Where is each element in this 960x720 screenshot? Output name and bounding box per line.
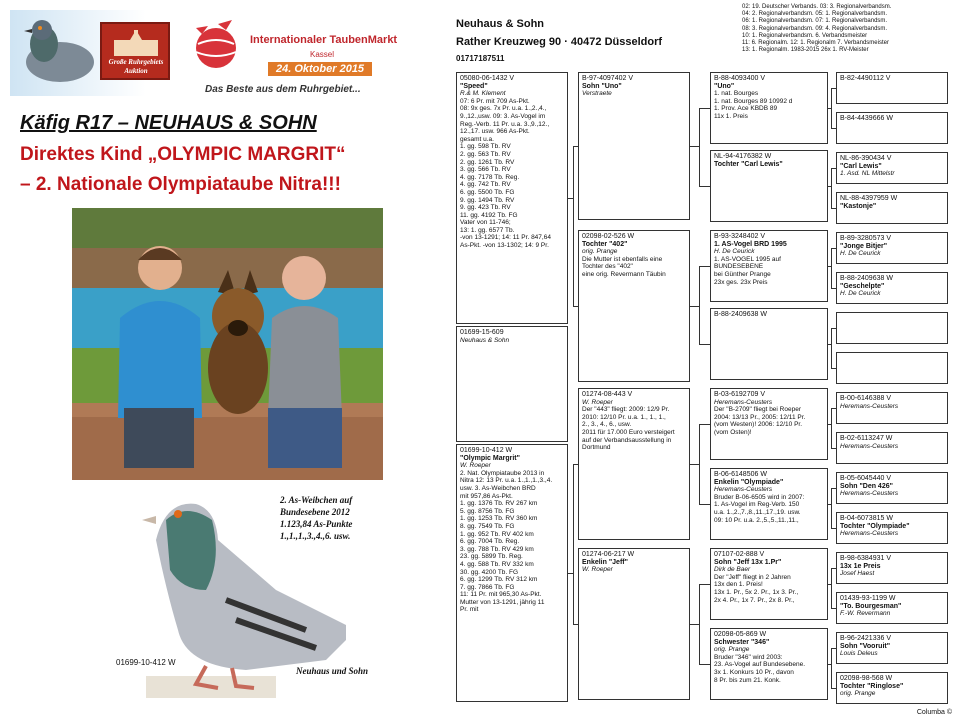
pedigree-connector — [699, 424, 710, 425]
great-grandparent-box — [710, 150, 828, 222]
pedigree-owner-address: Rather Kreuzweg 90 · 40472 Düsseldorf — [456, 36, 663, 48]
pedigree-note-line: 2. gg. 1261 Tb. RV — [460, 158, 515, 166]
pedigree-ring: 01439-93-1199 W — [840, 595, 896, 602]
achievement-line: Bundesebene 2012 — [280, 507, 350, 517]
pedigree-connector — [831, 648, 836, 649]
pedigree-name: "Geschelpte" — [840, 282, 885, 290]
pedigree-ring: 01699-15-609 — [460, 329, 504, 336]
pedigree-connector — [573, 146, 578, 147]
regional-line: 04: 2. Regionalverbandsm. 05: 1. Regionalverbandsm. — [742, 11, 888, 18]
pedigree-note-line: 1. nat. Bourges 89 10992 d — [714, 97, 793, 105]
great-great-grandparent-box — [836, 192, 948, 224]
regional-results — [742, 4, 954, 54]
pedigree-note-line: 12.,17. usw. 966 As-Pkt. — [460, 128, 530, 136]
pedigree-connector — [690, 306, 699, 307]
pedigree-note-line: 23x ges. 23x Preis — [714, 278, 768, 286]
pedigree-note-line: Bruder B-06-6505 wird in 2007: — [714, 493, 805, 501]
pedigree-breeder: W. Roeper — [582, 398, 613, 406]
pedigree-connector — [831, 488, 832, 528]
pedigree-note-line: eine orig. Revermann Täubin — [582, 270, 666, 278]
pedigree-breeder: Neuhaus & Sohn — [460, 336, 510, 344]
achievement-line: 1.,1.,1.,3.,4.,6. usw. — [280, 531, 351, 541]
auction-logo — [100, 22, 170, 80]
pedigree-name: "Uno" — [714, 82, 735, 90]
pedigree-note-line: As-Pkt. -von 13-1302; 14: 9 Pr. — [460, 242, 549, 250]
pedigree-connector — [573, 146, 574, 306]
pedigree-note-line: 3. gg. 788 Tb. RV 429 km — [460, 545, 534, 553]
pedigree-note-line: 2., 3., 4., 6., usw. — [582, 421, 632, 429]
pigeon-card — [60, 480, 386, 716]
owner-photo — [72, 208, 383, 480]
pedigree-ring: 02098-98-568 W — [840, 675, 893, 682]
pedigree-connector — [699, 584, 710, 585]
pedigree-note-line: 13: 1. gg. 6577 Tb. — [460, 226, 515, 234]
pedigree-note-line: (vom Osten)! — [714, 428, 752, 436]
pedigree-name: "To. Bourgesman" — [840, 602, 902, 610]
pedigree-connector — [699, 186, 710, 187]
pedigree-breeder: W. Roeper — [460, 462, 491, 470]
pedigree-note-line: Tochter des "402" — [582, 263, 633, 271]
pedigree-name: "Kastonje" — [840, 202, 877, 210]
pedigree-connector — [831, 88, 836, 89]
pedigree-ring: B-82-4490112 V — [840, 75, 891, 82]
grandparent-box — [578, 388, 690, 540]
pedigree-name: 13x 1e Preis — [840, 562, 881, 570]
pedigree-note-line: 1. gg. 952 Tb. RV 402 km — [460, 530, 534, 538]
great-great-grandparent-box — [836, 472, 948, 504]
pedigree-note-line: 13x 1. Pr., 5x 2. Pr., 1x 3. Pr., — [714, 588, 799, 596]
pedigree-connector — [831, 568, 832, 608]
pedigree-note-line: u.a. 1.,2.,7.,8.,11.,17.,19. usw. — [714, 508, 801, 516]
pedigree-connector — [690, 464, 699, 465]
pedigree-connector — [831, 408, 832, 448]
pedigree-connector — [831, 328, 832, 368]
pedigree-connector — [573, 306, 578, 307]
pedigree-note-line: 2. Nat. Olympiataube 2013 in — [460, 469, 545, 477]
regional-line: 10: 1. Regionalverbandsm. 6. Verbandsmeister — [742, 32, 868, 39]
pedigree-note-line: 23. As-Vogel auf Bundesebene. — [714, 661, 806, 669]
pedigree-breeder: H. De Ceurick — [840, 290, 881, 298]
pedigree-note-line: Reg.-Verb. 11 Pr. u.a. 3.,9.,12., — [460, 120, 550, 128]
pedigree-ring: B-97-4097402 V — [582, 75, 633, 82]
pedigree-note-line: bei Günther Prange — [714, 270, 771, 278]
pedigree-ring: B-88-4093400 V — [714, 75, 765, 82]
pedigree-breeder: F.-W. Revermann — [840, 610, 891, 618]
pedigree-ring: NL-88-4397959 W — [840, 195, 898, 202]
pedigree-breeder: Heremans-Ceusters — [840, 530, 899, 538]
auction-logo-text: Große Ruhrgebiets Auktion — [108, 58, 164, 75]
great-grandparent-box — [710, 628, 828, 700]
pedigree-note-line: 11. gg. 4192 Tb. FG — [460, 211, 518, 219]
pedigree-ring: B-06-6148506 W — [714, 471, 767, 478]
great-great-grandparent-box — [836, 112, 948, 144]
pedigree-name: Sohn "Jeff 13x 1.Pr" — [714, 558, 782, 566]
pedigree-breeder: orig. Prange — [840, 690, 876, 698]
pedigree-note-line: mit 957,86 As-Pkt. — [460, 492, 513, 500]
market-place: Kassel — [310, 50, 335, 59]
pedigree-ring: 05080-06-1432 V — [460, 75, 515, 82]
pedigree-breeder: Verstraete — [582, 90, 612, 98]
great-grandparent-box — [710, 308, 828, 380]
pedigree-note-line: 4. gg. 742 Tb. RV — [460, 181, 511, 189]
pedigree-note-line: 4. gg. 7178 Tb. Reg. — [460, 173, 520, 181]
pedigree-connector — [831, 568, 836, 569]
pedigree-chart — [440, 0, 960, 720]
pedigree-connector — [690, 624, 699, 625]
pedigree-connector — [831, 408, 836, 409]
pedigree-ring: 02098-02-526 W — [582, 233, 635, 240]
great-great-grandparent-box — [836, 72, 948, 104]
great-great-grandparent-box — [836, 312, 948, 344]
pedigree-note-line: 1. Prov. Ace KBDB 89 — [714, 105, 778, 113]
pigeon-owner: Neuhaus und Sohn — [296, 666, 369, 676]
pedigree-note-line: 6. gg. 7004 Tb. Reg. — [460, 538, 520, 546]
pedigree-connector — [831, 448, 836, 449]
pedigree-breeder: H. De Ceurick — [714, 248, 755, 256]
regional-line: 06: 1. Regionalverbandsm. 07: 1. Regionalverbandsm. — [742, 18, 888, 25]
pedigree-ring: 01699-10-412 W — [460, 447, 513, 454]
pedigree-ring: B-04-6073815 W — [840, 515, 893, 522]
pedigree-note-line: 2004: 13/13 Pr., 2005: 12/11 Pr. — [714, 413, 806, 421]
pedigree-note-line: 1. gg. 1376 Tb. RV 267 km — [460, 500, 538, 508]
pedigree-connector — [699, 266, 710, 267]
pedigree-note-line: gesamt u.a. — [460, 135, 494, 143]
pedigree-connector — [699, 108, 710, 109]
pedigree-name: Tochter "Carl Lewis" — [714, 160, 783, 168]
pedigree-note-line: Bruder "346" wird 2003: — [714, 653, 783, 661]
market-title: Internationaler TaubenMarkt — [250, 34, 398, 46]
great-great-grandparent-box — [836, 512, 948, 544]
pedigree-connector — [831, 248, 832, 288]
pedigree-note-line: Der "Jeff" fliegt in 2 Jahren — [714, 573, 791, 581]
pedigree-note-line: Der "B-2709" fliegt bei Roeper — [714, 406, 801, 414]
pedigree-connector — [699, 664, 710, 665]
pedigree-breeder: Josef Haest — [840, 570, 875, 578]
market-date: 24. Oktober 2015 — [268, 62, 372, 76]
great-great-grandparent-box — [836, 272, 948, 304]
regional-line: 02: 19. Deutscher Verbands. 03: 3. Regionalverbandsm. — [742, 4, 892, 10]
pedigree-note-line: -von 13-1291; 14: 11 Pr. 847,64 — [460, 234, 551, 242]
pedigree-note-line: (vom Westen)! 2006: 12/10 Pr. — [714, 421, 803, 429]
pedigree-note-line: Pr. mit — [460, 606, 479, 614]
pedigree-note-line: 2. gg. 563 Tb. RV — [460, 150, 511, 158]
pedigree-note-line: Die Mutter ist ebenfalls eine — [582, 255, 663, 263]
pedigree-note-line: Der "443" fliegt: 2009: 12/9 Pr. — [582, 406, 670, 414]
regional-line: 13: 1. Regionalm. 1983-2015 26x 1. RV-Meister — [742, 47, 869, 54]
grandparent-box — [578, 72, 690, 220]
pedigree-breeder: orig. Prange — [582, 248, 618, 256]
pedigree-note-line: 11x 1. Preis — [714, 112, 748, 120]
pedigree-note-line: 2010: 12/10 Pr. u.a. 1., 1., 1., — [582, 413, 666, 421]
great-great-grandparent-box — [836, 432, 948, 464]
pedigree-ring: NL-94-4176382 W — [714, 153, 772, 160]
grandparent-box — [578, 548, 690, 700]
pedigree-connector — [699, 584, 700, 664]
great-great-grandparent-box — [836, 232, 948, 264]
pedigree-note-line: 2x 4. Pr., 1x 7. Pr., 2x 8. Pr., — [714, 596, 795, 604]
pedigree-note-line: 2011 für 17.000 Euro versteigert — [582, 428, 675, 436]
pedigree-note-line: 08: 9x ges. 7x Pr. u.a. 1.,2.,4., — [460, 105, 547, 113]
regional-line: 08: 3. Regionalverbandsm. 09: 4. Regionalverbandsm. — [742, 25, 888, 32]
pedigree-note-line: 1. AS-VOGEL 1995 auf — [714, 255, 781, 263]
subject-box — [456, 326, 568, 442]
pedigree-note-line: 9. gg. 1494 Tb. RV — [460, 196, 515, 204]
regional-line: 11: 6. Regionalm. 12: 1. Regionalm 7. Verbandsmeister — [742, 40, 889, 47]
pedigree-note-line: 1. nat. Bourges — [714, 90, 759, 98]
pedigree-name: Tochter "Olympiade" — [840, 522, 910, 530]
pedigree-breeder: W. Roeper — [582, 566, 613, 574]
pedigree-name: Sohn "Vooruit" — [840, 642, 891, 650]
pedigree-note-line: auf der Verbandsausstellung in — [582, 436, 672, 444]
great-great-grandparent-box — [836, 152, 948, 184]
sire-box — [456, 72, 568, 324]
pedigree-connector — [690, 146, 699, 147]
pedigree-note-line: 09: 10 Pr. u.a. 2.,5.,5.,11.,11., — [714, 516, 799, 524]
pedigree-owner-phone: 01717187511 — [456, 54, 505, 63]
pedigree-connector — [831, 288, 836, 289]
pigeon-achievements — [280, 494, 380, 542]
pedigree-ring: 01274-08-443 V — [582, 391, 633, 398]
pedigree-breeder: Heremans-Ceusters — [840, 402, 899, 410]
great-grandparent-box — [710, 468, 828, 540]
pedigree-ring: B-89-3280573 V — [840, 235, 891, 242]
pedigree-connector — [573, 464, 578, 465]
pedigree-breeder: Heremans-Ceusters — [714, 486, 773, 494]
pedigree-name: Enkelin "Jeff" — [582, 558, 628, 566]
pedigree-note-line: 7. gg. 7866 Tb. FG — [460, 583, 515, 591]
great-grandparent-box — [710, 388, 828, 460]
great-grandparent-box — [710, 72, 828, 144]
pedigree-connector — [699, 344, 710, 345]
great-great-grandparent-box — [836, 552, 948, 584]
pedigree-ring: NL-86-390434 V — [840, 155, 892, 162]
pedigree-note-line: Mutter von 13-1291, jährig 11 — [460, 598, 545, 606]
pedigree-ring: B-03-6192709 V — [714, 391, 765, 398]
pedigree-note-line: 23. gg. 5899 Tb. Reg. — [460, 553, 523, 561]
mine-tower-icon — [110, 30, 162, 56]
pedigree-note-line: 07: 6 Pr. mit 709 As-Pkt. — [460, 97, 530, 105]
pedigree-connector — [573, 624, 578, 625]
pedigree-footer: Columba © — [916, 709, 952, 716]
great-great-grandparent-box — [836, 672, 948, 704]
achievement-line: 1.123,84 As-Punkte — [280, 519, 353, 529]
pedigree-note-line: Dortmund — [582, 444, 611, 452]
pedigree-owner-name: Neuhaus & Sohn — [456, 18, 545, 30]
pedigree-name: Schwester "346" — [714, 638, 770, 646]
pedigree-connector — [699, 424, 700, 504]
great-great-grandparent-box — [836, 352, 948, 384]
pedigree-breeder: Heremans-Ceusters — [840, 442, 899, 450]
pedigree-name: 1. AS-Vogel BRD 1995 — [714, 240, 787, 248]
pedigree-ring: 07107-02-888 V — [714, 551, 765, 558]
cage-title: Käfig R17 – NEUHAUS & SOHN — [20, 112, 317, 134]
pedigree-connector — [831, 88, 832, 128]
pedigree-note-line: 5. gg. 8756 Tb. FG — [460, 507, 515, 515]
pedigree-name: "Carl Lewis" — [840, 162, 882, 170]
achievement-line: 2. As-Weibchen auf — [280, 495, 353, 505]
pedigree-breeder: H. De Ceurick — [840, 250, 881, 258]
pedigree-ring: 01274-06-217 W — [582, 551, 635, 558]
pigeon-logo-icon — [14, 16, 94, 86]
pedigree-note-line: 8. gg. 7549 Tb. FG — [460, 522, 515, 530]
pedigree-note-line: 4. gg. 588 Tb. RV 332 km — [460, 560, 534, 568]
pedigree-note-line: 11: 11 Pr. mit 965,30 As-Pkt. — [460, 591, 542, 599]
pedigree-breeder: 1. Asd. NL Mittelstr — [840, 170, 895, 178]
pedigree-connector — [831, 648, 832, 688]
pedigree-note-line: Nitra 12: 13 Pr. u.a. 1.,1.,1.,3.,4. — [460, 477, 553, 485]
pedigree-connector — [699, 266, 700, 344]
pedigree-ring: 02098-05-869 W — [714, 631, 767, 638]
pedigree-breeder: Heremans-Ceusters — [714, 398, 773, 406]
pedigree-note-line: usw. 3. As-Weibchen BRD — [460, 484, 536, 492]
pedigree-note-line: BUNDESEBENE — [714, 263, 764, 271]
heading-direct-child: Direktes Kind „OLYMPIC MARGRIT“ — [20, 144, 346, 165]
pedigree-connector — [831, 208, 836, 209]
pedigree-note-line: 1. gg. 598 Tb. RV — [460, 143, 511, 151]
pedigree-breeder: Louis Deleus — [840, 650, 878, 658]
pedigree-connector — [831, 368, 836, 369]
pedigree-connector — [831, 128, 836, 129]
great-great-grandparent-box — [836, 592, 948, 624]
pedigree-note-line: 6. gg. 1299 Tb. RV 312 km — [460, 576, 538, 584]
pedigree-note-line: 1. gg. 1253 Tb. RV 360 km — [460, 515, 538, 523]
pedigree-ring: B-00-6146388 V — [840, 395, 891, 402]
globe-doves-icon — [188, 18, 244, 74]
pedigree-breeder: orig. Prange — [714, 646, 750, 654]
pedigree-ring: B-88-2409638 W — [714, 311, 767, 318]
pedigree-connector — [831, 248, 836, 249]
pedigree-connector — [831, 528, 836, 529]
pedigree-ring: B-84-4439666 W — [840, 115, 893, 122]
pedigree-ring: B-98-6384931 V — [840, 555, 891, 562]
pedigree-connector — [573, 464, 574, 624]
dam-box — [456, 444, 568, 702]
great-grandparent-box — [710, 230, 828, 302]
pedigree-name: Sohn "Den 426" — [840, 482, 893, 490]
great-grandparent-box — [710, 548, 828, 620]
grandparent-box — [578, 230, 690, 382]
pedigree-breeder: R.& M. Klement — [460, 90, 506, 98]
pedigree-ring: B-96-2421336 V — [840, 635, 891, 642]
heading-olympic: – 2. Nationale Olympiataube Nitra!!! — [20, 174, 341, 195]
pedigree-note-line: 3x 1. Konkurs 10 Pr., davon — [714, 668, 794, 676]
pedigree-name: "Jonge Bitjer" — [840, 242, 888, 250]
pedigree-ring: B-02-6113247 W — [840, 435, 893, 442]
great-great-grandparent-box — [836, 632, 948, 664]
pedigree-note-line: 6. gg. 5500 Tb. FG — [460, 188, 515, 196]
pedigree-note-line: 30. gg. 4200 Tb. FG — [460, 568, 519, 576]
pigeon-ring-number: 01699-10-412 W — [116, 658, 176, 667]
pedigree-connector — [699, 504, 710, 505]
pedigree-note-line: Vater von 11-746; — [460, 219, 511, 227]
pedigree-connector — [831, 328, 836, 329]
pedigree-name: "Speed" — [460, 82, 488, 90]
great-great-grandparent-box — [836, 392, 948, 424]
pedigree-note-line: 3. gg. 566 Tb. RV — [460, 166, 511, 174]
pedigree-ring: B-05-6045440 V — [840, 475, 891, 482]
pedigree-connector — [831, 688, 836, 689]
pedigree-name: Sohn "Uno" — [582, 82, 622, 90]
pedigree-note-line: 9.,12.,usw. 09: 3. As-Vogel im — [460, 112, 546, 120]
pedigree-name: Tochter "402" — [582, 240, 628, 248]
pedigree-name: "Olympic Margrit" — [460, 454, 520, 462]
pedigree-ring: B-88-2409638 W — [840, 275, 893, 282]
pedigree-name: Enkelin "Olympiade" — [714, 478, 784, 486]
pedigree-ring: B-93-3248402 V — [714, 233, 765, 240]
pedigree-note-line: 8 Pr. bis zum 21. Konk. — [714, 676, 781, 684]
pedigree-name: Tochter "Ringlose" — [840, 682, 904, 690]
pedigree-note-line: 9. gg. 423 Tb. RV — [460, 204, 511, 212]
pedigree-breeder: Heremans-Ceusters — [840, 490, 899, 498]
banner-slogan: Das Beste aus dem Ruhrgebiet... — [205, 84, 361, 95]
pedigree-connector — [831, 168, 832, 208]
pedigree-note-line: 1. As-Vogel im Reg-Verb. 150 — [714, 501, 800, 509]
pedigree-note-line: 13x den 1. Preis! — [714, 581, 763, 589]
pedigree-breeder: Dirk de Baer — [714, 566, 751, 574]
pedigree-connector — [831, 608, 836, 609]
pedigree-connector — [831, 168, 836, 169]
pedigree-connector — [831, 488, 836, 489]
pedigree-connector — [699, 108, 700, 186]
